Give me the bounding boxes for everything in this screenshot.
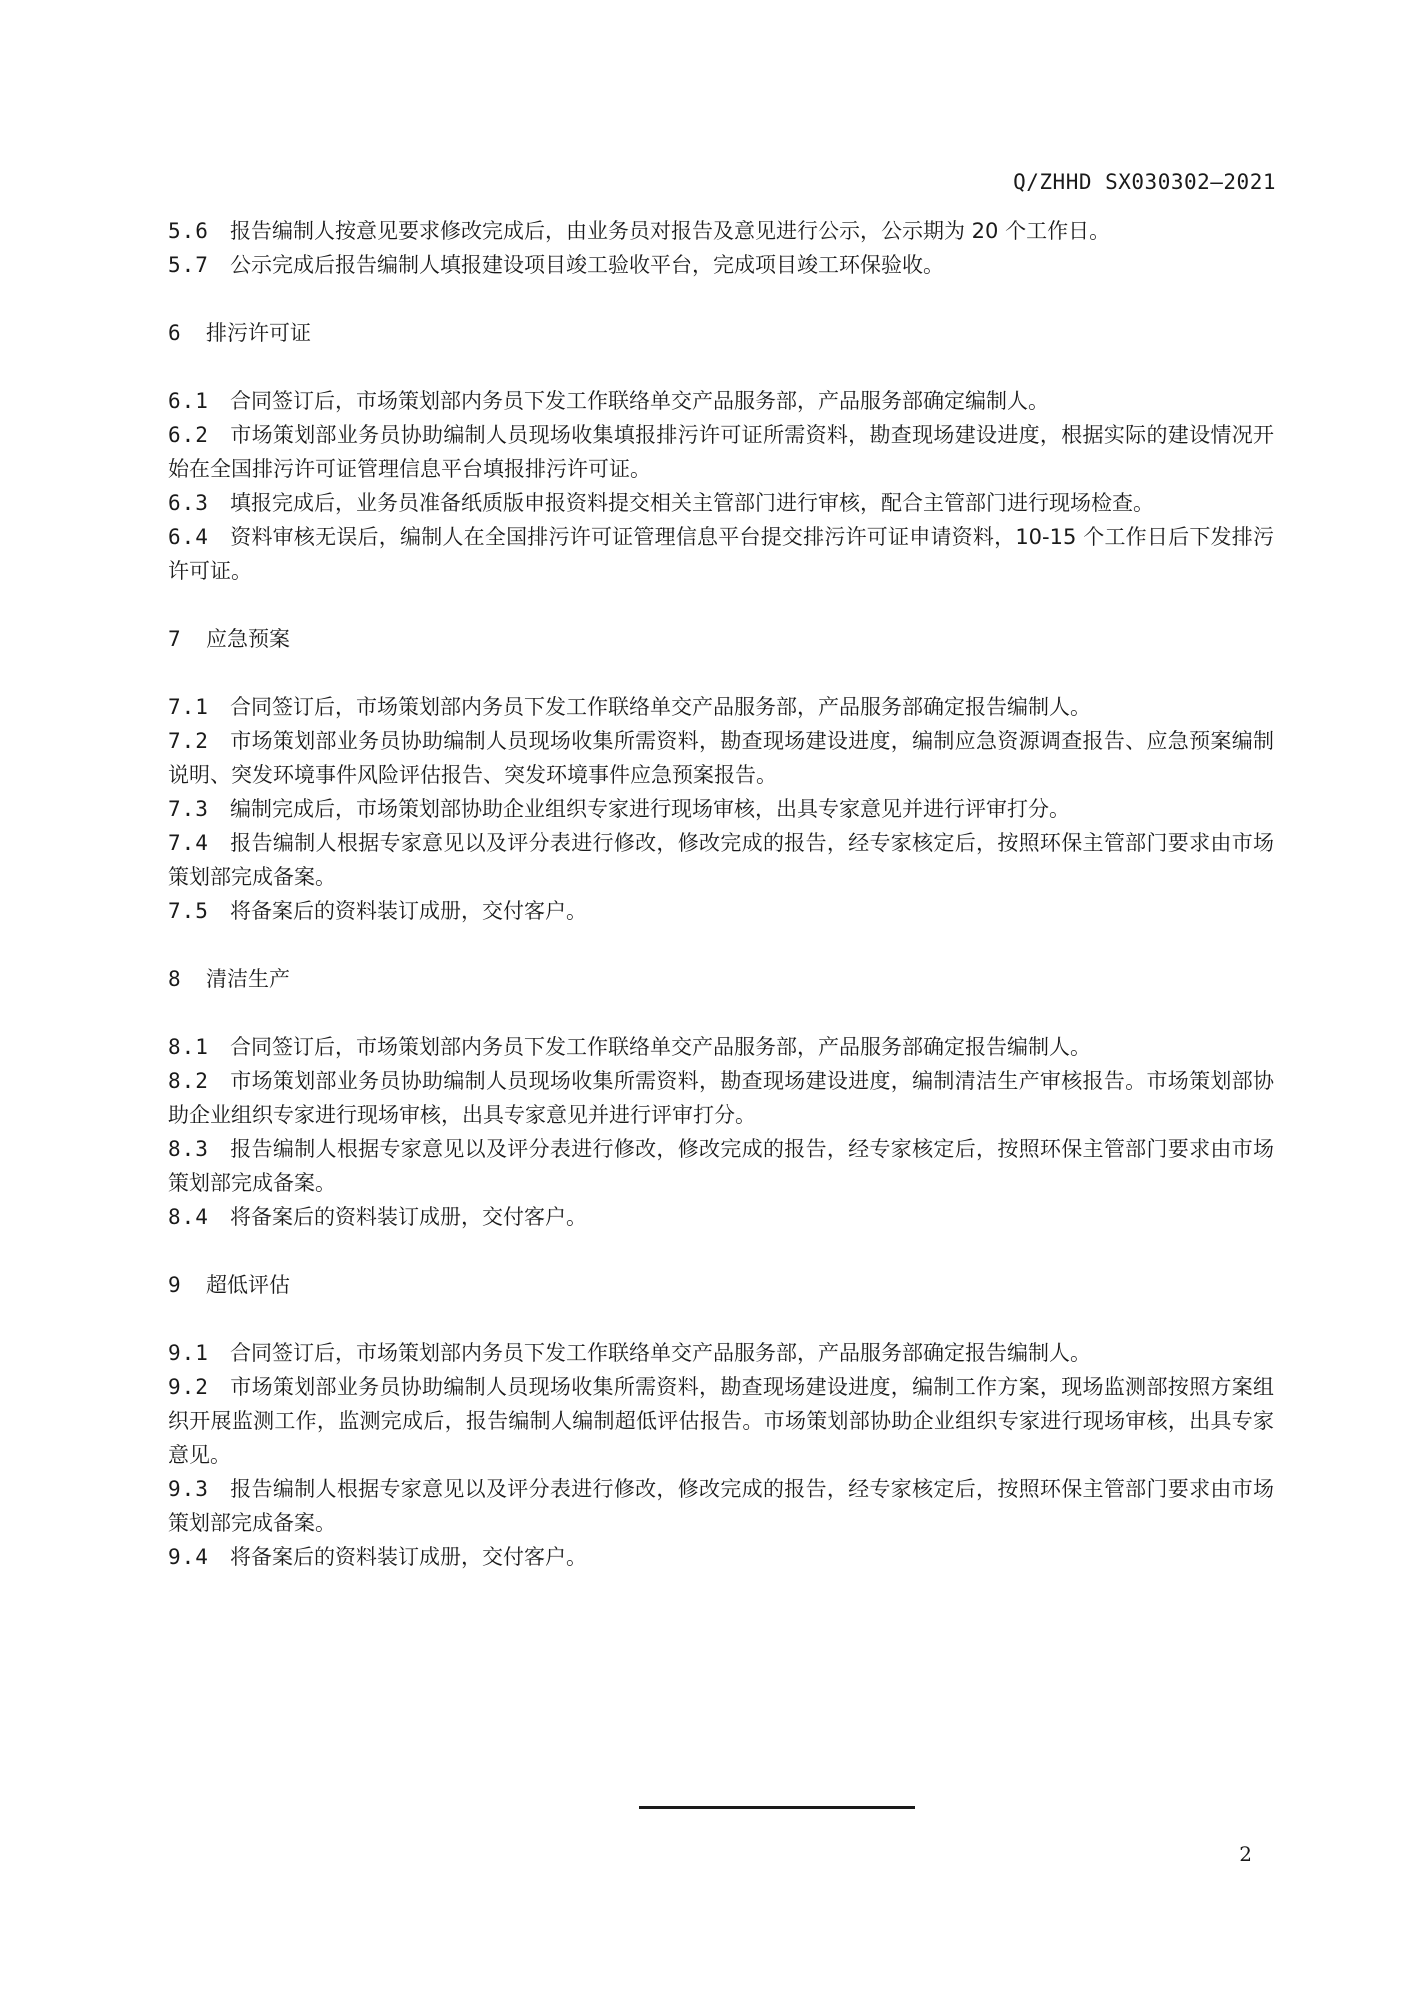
section-number: 9 [168, 1273, 181, 1297]
clause-number: 8.1 [168, 1035, 209, 1059]
clause-number: 8.2 [168, 1069, 209, 1093]
clause-text: 合同签订后，市场策划部内务员下发工作联络单交产品服务部，产品服务部确定报告编制人。 [230, 1341, 1091, 1365]
section-heading [168, 316, 1274, 350]
clause-9-4 [168, 1540, 1274, 1574]
clause-text: 合同签订后，市场策划部内务员下发工作联络单交产品服务部，产品服务部确定报告编制人。 [230, 695, 1091, 719]
clause-7-1 [168, 690, 1274, 724]
section-6 [168, 316, 1274, 588]
clause-number: 9.4 [168, 1545, 209, 1569]
clause-number: 6.4 [168, 525, 209, 549]
clause-6-1 [168, 384, 1274, 418]
clause-7-2 [168, 724, 1274, 792]
clause-number: 9.3 [168, 1477, 209, 1501]
section-number: 8 [168, 967, 181, 991]
clause-text: 报告编制人按意见要求修改完成后，由业务员对报告及意见进行公示，公示期为 20 个工作日。 [230, 219, 1111, 243]
clause-number: 7.5 [168, 899, 209, 923]
clause-text: 编制完成后，市场策划部协助企业组织专家进行现场审核，出具专家意见并进行评审打分。 [230, 797, 1070, 821]
document-code: Q/ZHHD SX030302—2021 [1013, 170, 1276, 194]
clause-7-4 [168, 826, 1274, 894]
clause-5-6 [168, 214, 1274, 248]
clause-text: 市场策划部业务员协助编制人员现场收集填报排污许可证所需资料，勘查现场建设进度，根据实际的建设情况开始在全国排污许可证管理信息平台填报排污许可证。 [168, 423, 1274, 481]
clause-text: 公示完成后报告编制人填报建设项目竣工验收平台，完成项目竣工环保验收。 [230, 253, 944, 277]
section-7 [168, 622, 1274, 928]
section-number: 7 [168, 627, 181, 651]
section-title: 超低评估 [206, 1273, 290, 1297]
clause-number: 8.3 [168, 1137, 209, 1161]
clause-number: 7.1 [168, 695, 209, 719]
section-title: 应急预案 [206, 627, 290, 651]
clause-number: 7.4 [168, 831, 209, 855]
section-5 [168, 214, 1274, 282]
clause-8-2 [168, 1064, 1274, 1132]
page-number: 2 [1239, 1842, 1252, 1866]
clause-text: 市场策划部业务员协助编制人员现场收集所需资料，勘查现场建设进度，编制清洁生产审核报告。市场策划部协助企业组织专家进行现场审核，出具专家意见并进行评审打分。 [168, 1069, 1274, 1127]
clause-number: 6.2 [168, 423, 209, 447]
section-heading [168, 1268, 1274, 1302]
clause-text: 将备案后的资料装订成册，交付客户。 [230, 1205, 587, 1229]
clause-8-3 [168, 1132, 1274, 1200]
clause-text: 报告编制人根据专家意见以及评分表进行修改，修改完成的报告，经专家核定后，按照环保主管部门要求由市场策划部完成备案。 [168, 1477, 1274, 1535]
clause-text: 市场策划部业务员协助编制人员现场收集所需资料，勘查现场建设进度，编制应急资源调查报告、应急预案编制说明、突发环境事件风险评估报告、突发环境事件应急预案报告。 [168, 729, 1274, 787]
clause-8-4 [168, 1200, 1274, 1234]
clause-text: 合同签订后，市场策划部内务员下发工作联络单交产品服务部，产品服务部确定编制人。 [230, 389, 1049, 413]
clause-text: 将备案后的资料装订成册，交付客户。 [230, 899, 587, 923]
clause-number: 7.2 [168, 729, 209, 753]
section-heading [168, 962, 1274, 996]
clause-5-7 [168, 248, 1274, 282]
end-of-document-rule [639, 1806, 915, 1809]
clause-8-1 [168, 1030, 1274, 1064]
clause-text: 报告编制人根据专家意见以及评分表进行修改，修改完成的报告，经专家核定后，按照环保主管部门要求由市场策划部完成备案。 [168, 831, 1274, 889]
clause-9-3 [168, 1472, 1274, 1540]
clause-number: 8.4 [168, 1205, 209, 1229]
clause-number: 5.6 [168, 219, 209, 243]
clause-6-2 [168, 418, 1274, 486]
clause-number: 6.3 [168, 491, 209, 515]
clause-text: 市场策划部业务员协助编制人员现场收集所需资料，勘查现场建设进度，编制工作方案，现场监测部按照方案组织开展监测工作，监测完成后，报告编制人编制超低评估报告。市场策划部协助企业组织专家进行现场审核，出具专家意见。 [168, 1375, 1274, 1467]
section-9 [168, 1268, 1274, 1574]
clause-text: 合同签订后，市场策划部内务员下发工作联络单交产品服务部，产品服务部确定报告编制人。 [230, 1035, 1091, 1059]
clause-9-2 [168, 1370, 1274, 1472]
clause-number: 7.3 [168, 797, 209, 821]
clause-6-4 [168, 520, 1274, 588]
clause-6-3 [168, 486, 1274, 520]
clause-text: 填报完成后，业务员准备纸质版申报资料提交相关主管部门进行审核，配合主管部门进行现场检查。 [230, 491, 1154, 515]
section-heading [168, 622, 1274, 656]
clause-text: 报告编制人根据专家意见以及评分表进行修改，修改完成的报告，经专家核定后，按照环保主管部门要求由市场策划部完成备案。 [168, 1137, 1274, 1195]
clause-text: 资料审核无误后，编制人在全国排污许可证管理信息平台提交排污许可证申请资料，10-15 个工作日后下发排污许可证。 [168, 525, 1274, 583]
section-number: 6 [168, 321, 181, 345]
clause-7-3 [168, 792, 1274, 826]
clause-number: 9.2 [168, 1375, 209, 1399]
document-body [168, 214, 1274, 1574]
clause-number: 6.1 [168, 389, 209, 413]
clause-number: 9.1 [168, 1341, 209, 1365]
clause-9-1 [168, 1336, 1274, 1370]
section-title: 清洁生产 [206, 967, 290, 991]
clause-text: 将备案后的资料装订成册，交付客户。 [230, 1545, 587, 1569]
section-8 [168, 962, 1274, 1234]
clause-7-5 [168, 894, 1274, 928]
clause-number: 5.7 [168, 253, 209, 277]
section-title: 排污许可证 [206, 321, 311, 345]
